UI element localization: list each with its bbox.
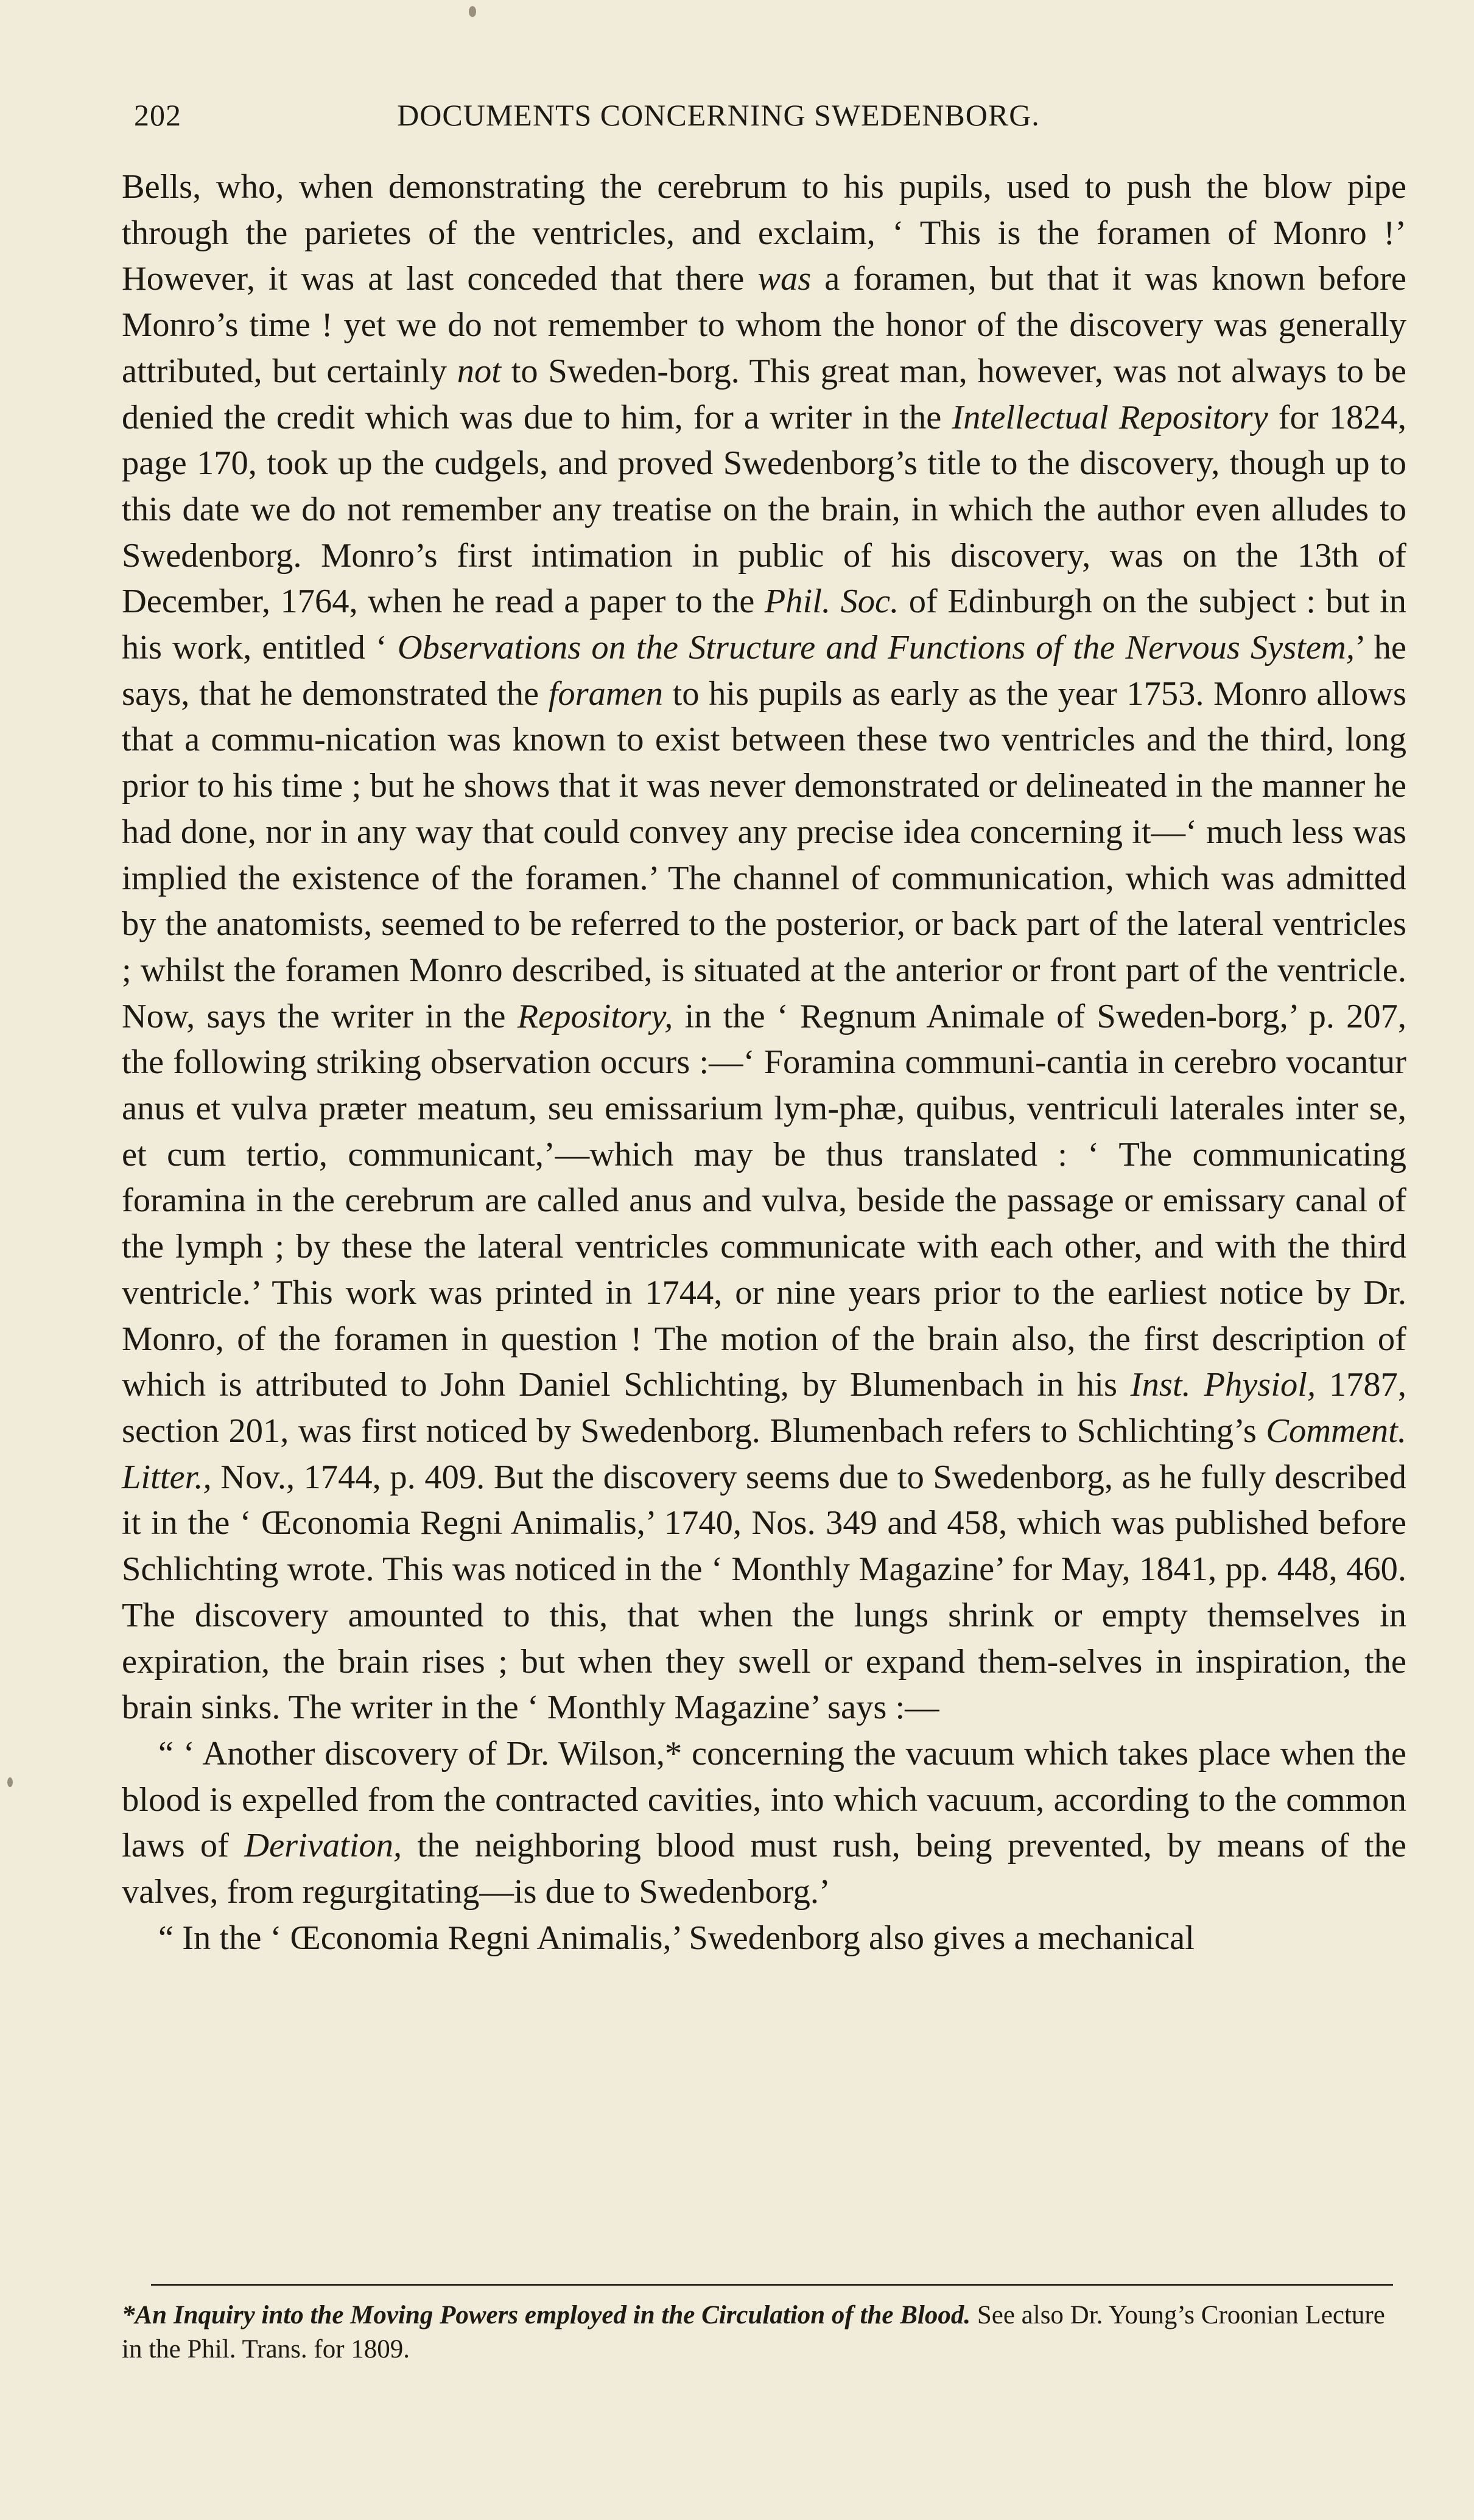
text-run: of Edinburgh on the subject : but in his work, entitled ‘ xyxy=(122,583,1406,667)
italic-run: was xyxy=(757,260,812,298)
italic-run: Comment. Litter., xyxy=(122,1412,1406,1496)
footnote-continuation: See also Dr. Young’s Croonian Lecture in the Phil. Trans. for 1809. xyxy=(122,2301,1385,2364)
text-run: in the ‘ Regnum Animale of Sweden-borg,’ p. 207, the following striking observation occurs :—‘ Foramina communi-cantia in cerebro vocantur anus et vulva præter meatum, seu emissarium lym-phæ, quibus, ventriculi laterales inter se, et cum tertio, communicant,’—which may be thus translated : ‘ The communicating foramina in the cerebrum are called anus and vulva, beside the passage or emissary canal of the lymph ; by these the lateral ventricles communicate with each other, and with the third ventricle.’ This work was printed in 1744, or nine years prior to the earliest notice by Dr. Monro, of the foramen in question ! The motion of the brain also, the first description of which is attributed to John Daniel Schlichting, by Blumenbach in his xyxy=(122,997,1407,1404)
running-title: DOCUMENTS CONCERNING SWEDENBORG. xyxy=(397,98,1040,132)
page-number: 202 xyxy=(134,98,181,132)
text-run: the neighboring blood must rush, being prevented, by means of the valves, from regurgitating—is due to Swedenborg.’ xyxy=(122,1827,1406,1911)
paper-blemish xyxy=(7,1777,13,1787)
text-run: “ ‘ Another discovery of Dr. Wilson,* concerning the vacuum which takes place when the blood is expelled from the contracted cavities, into which vacuum, according to the common laws of xyxy=(122,1734,1406,1865)
footnote-text xyxy=(122,2298,1406,2367)
italic-run: Observations on the Structure and Functions of the Nervous System, xyxy=(397,629,1355,667)
paper-blemish xyxy=(469,6,476,17)
text-run: to his pupils as early as the year 1753. Monro allows that a commu-nication was known to exist between these two ventricles and the third, long prior to his time ; but he shows that it was never demonstrated or delineated in the manner he had done, nor in any way that could convey any precise idea concerning it—‘ much less was implied the existence of the foramen.’ The channel of communication, which was admitted by the anatomists, seemed to be referred to the posterior, or back part of the lateral ventricles ; whilst the foramen Monro described, is situated at the anterior or front part of the ventricle. Now, says the writer in the xyxy=(122,674,1406,1035)
paragraph-1 xyxy=(122,164,1406,1731)
text-run: “ In the ‘ Œconomia Regni Animalis,’ Swedenborg also gives a mechanical xyxy=(158,1919,1195,1957)
italic-run: not xyxy=(457,352,501,390)
text-run: Nov., 1744, p. 409. But the discovery seems due to Swedenborg, as he fully described it in the ‘ Œconomia Regni Animalis,’ 1740, Nos. 349 and 458, which was published before Schlichting wrote. This was noticed in the ‘ Monthly Magazine’ for May, 1841, pp. 448, 460. The discovery amounted to this, that when the lungs shrink or empty themselves in expiration, the brain rises ; but when they swell or expand them-selves in inspiration, the brain sinks. The writer in the ‘ Monthly Magazine’ says :— xyxy=(122,1458,1406,1727)
footnote xyxy=(122,2298,1406,2367)
footnote-reference: *An Inquiry into the Moving Powers employed in the Circulation of the Blood. xyxy=(122,2301,971,2329)
italic-run: foramen xyxy=(548,674,664,713)
italic-run: Phil. Soc. xyxy=(764,583,899,621)
text-run: to Sweden-borg. This great man, however, was not always to be denied the credit which was due to him, for a writer in the xyxy=(122,352,1406,436)
paragraph-2 xyxy=(122,1731,1406,1916)
paragraph-3 xyxy=(122,1916,1406,1962)
text-run: 1787, section 201, was first noticed by Swedenborg. Blumenbach refers to Schlichting’s xyxy=(122,1366,1407,1450)
footnote-rule xyxy=(151,2284,1393,2286)
text-run: ’ he says, that he demonstrated the xyxy=(122,629,1407,713)
page-header xyxy=(134,97,1303,140)
body-text xyxy=(122,164,1406,1961)
italic-run: Intellectual Repository xyxy=(952,398,1268,436)
italic-run: Inst. Physiol, xyxy=(1130,1366,1316,1404)
italic-run: Derivation, xyxy=(244,1827,402,1865)
italic-run: Repository, xyxy=(517,997,673,1035)
text-run: for 1824, page 170, took up the cudgels, and proved Swedenborg’s title to the discovery, though up to this date we do not remember any treatise on the brain, in which the author even alludes to Swedenborg. Monro’s first intimation in public of his discovery, was on the 13th of December, 1764, when he read a paper to the xyxy=(122,398,1406,621)
text-run: Bells, who, when demonstrating the cerebrum to his pupils, used to push the blow pipe through the parietes of the ventricles, and exclaim, ‘ This is the foramen of Monro !’ However, it was at last conceded that there xyxy=(122,168,1406,298)
text-run: a foramen, but that it was known before Monro’s time ! yet we do not remember to whom the honor of the discovery was generally attributed, but certainly xyxy=(122,260,1406,390)
